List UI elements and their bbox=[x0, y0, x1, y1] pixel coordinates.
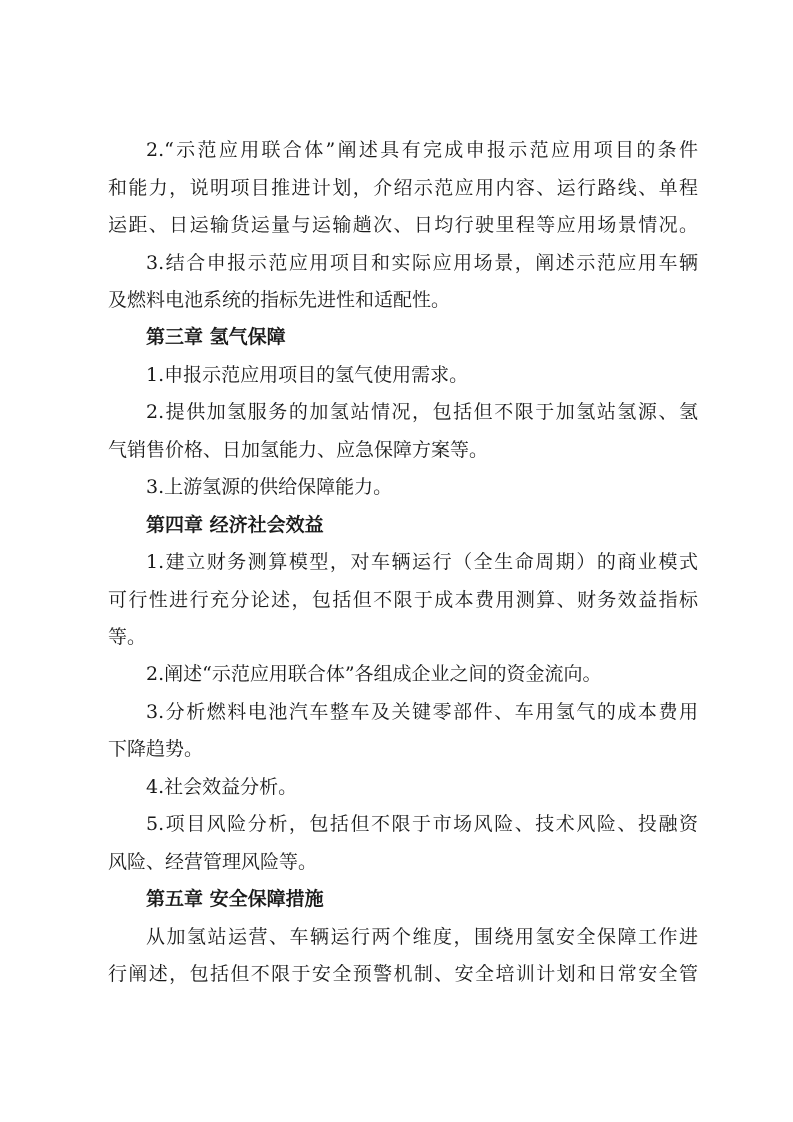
chapter-heading: 第三章 氢气保障 bbox=[146, 326, 286, 348]
paragraph-line: 行阐述，包括但不限于安全预警机制、安全培训计划和日常安全管 bbox=[108, 963, 698, 985]
paragraph-line: 2.“示范应用联合体”阐述具有完成申报示范应用项目的条件 bbox=[146, 139, 698, 161]
paragraph-line: 及燃料电池系统的指标先进性和适配性。 bbox=[108, 289, 451, 311]
paragraph-line: 3.上游氢源的供给保障能力。 bbox=[146, 476, 393, 498]
paragraph-line: 3.结合申报示范应用项目和实际应用场景，阐述示范应用车辆 bbox=[146, 252, 698, 274]
paragraph-line: 2.阐述“示范应用联合体”各组成企业之间的资金流向。 bbox=[146, 663, 602, 685]
paragraph-line: 1.申报示范应用项目的氢气使用需求。 bbox=[146, 364, 469, 386]
chapter-heading: 第五章 安全保障措施 bbox=[146, 888, 324, 910]
paragraph-line: 下降趋势。 bbox=[108, 738, 204, 760]
chapter-heading: 第四章 经济社会效益 bbox=[146, 514, 324, 536]
paragraph-line: 5.项目风险分析，包括但不限于市场风险、技术风险、投融资 bbox=[146, 813, 698, 835]
paragraph-line: 3.分析燃料电池汽车整车及关键零部件、车用氢气的成本费用 bbox=[146, 701, 698, 723]
paragraph-line: 等。 bbox=[108, 626, 147, 648]
paragraph-line: 风险、经营管理风险等。 bbox=[108, 851, 318, 873]
paragraph-line: 运距、日运输货运量与运输趟次、日均行驶里程等应用场景情况。 bbox=[108, 214, 698, 236]
paragraph-line: 和能力，说明项目推进计划，介绍示范应用内容、运行路线、单程 bbox=[108, 177, 698, 199]
paragraph-line: 2.提供加氢服务的加氢站情况，包括但不限于加氢站氢源、氢 bbox=[146, 401, 698, 423]
paragraph-line: 气销售价格、日加氢能力、应急保障方案等。 bbox=[108, 439, 489, 461]
paragraph-line: 可行性进行充分论述，包括但不限于成本费用测算、财务效益指标 bbox=[108, 589, 698, 611]
paragraph-line: 1.建立财务测算模型，对车辆运行（全生命周期）的商业模式 bbox=[146, 551, 698, 573]
paragraph-line: 从加氢站运营、车辆运行两个维度，围绕用氢安全保障工作进 bbox=[146, 926, 698, 948]
paragraph-line: 4.社会效益分析。 bbox=[146, 776, 298, 798]
